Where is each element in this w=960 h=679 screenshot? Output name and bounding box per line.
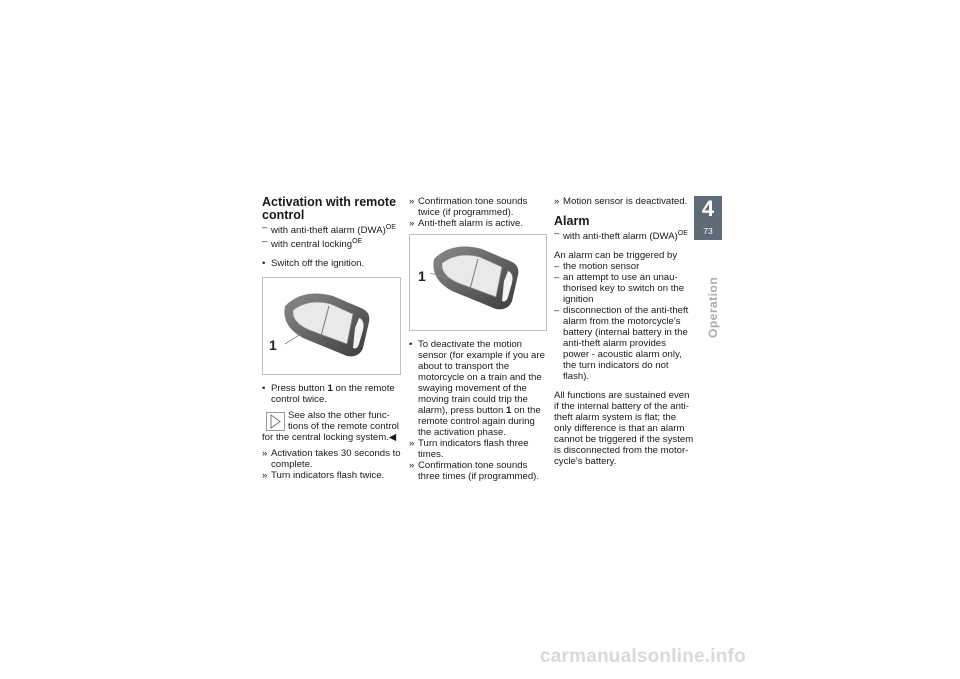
result-tone-twice: » Confirmation tone sounds twice (if programmed). xyxy=(409,196,528,218)
figure-callout-1: 1 xyxy=(269,337,277,353)
reference-arrow-icon xyxy=(266,412,285,431)
alarm-paragraph: All functions are sustained even if the internal battery of the anti-theft alarm system is flat; the only difference is that an alarm cannot be triggered if the system is disconnected from the motor-cycle's battery. xyxy=(554,390,694,467)
step-deactivate-motion-sensor: • To deactivate the motion sensor (for example if you are about to transport the motorcycle on a train and the swaying movement of the moving train could trip the alarm), press button 1 on the remote control again during the activation phase. xyxy=(409,339,545,438)
note-line-3: for the central locking system.◀ xyxy=(262,432,397,443)
remote-control-key-icon xyxy=(263,278,400,374)
column-1 xyxy=(262,196,402,481)
requirement-central-locking: – with central locking$^{OE}$ xyxy=(262,236,363,250)
result-flash-twice: » Turn indicators flash twice. xyxy=(262,470,385,481)
result-30-seconds: » Activation takes 30 seconds to complete. xyxy=(262,448,401,470)
section-title: Operation xyxy=(706,276,720,338)
result-flash-three: » Turn indicators flash three times. xyxy=(409,438,529,460)
alarm-intro: An alarm can be triggered by xyxy=(554,250,678,261)
heading-activation: Activation with remote control xyxy=(262,195,397,222)
watermark: carmanualsonline.info xyxy=(540,646,746,667)
trigger-unauthorised-key: – an attempt to use an unau-thorised key to switch on the ignition xyxy=(554,272,685,305)
heading-alarm: Alarm xyxy=(554,214,590,228)
requirement-dwa: – with anti-theft alarm (DWA)$^{OE}$ xyxy=(262,222,396,236)
page-number: 73 xyxy=(703,226,713,236)
note-line-1: See also the other func- xyxy=(288,410,390,421)
result-motion-sensor-off: » Motion sensor is deactivated. xyxy=(554,196,688,207)
step-switch-off: • Switch off the ignition. xyxy=(262,258,365,269)
note-line-2: tions of the remote control xyxy=(288,421,399,432)
trigger-motion-sensor: – the motion sensor xyxy=(554,261,640,272)
note-central-locking xyxy=(262,410,402,443)
column-3 xyxy=(554,196,694,467)
remote-control-figure-2 xyxy=(409,234,547,331)
column-2 xyxy=(409,196,549,482)
chapter-number: 4 xyxy=(701,196,715,221)
remote-control-figure xyxy=(262,277,401,375)
result-tone-three: » Confirmation tone sounds three times (if programmed). xyxy=(409,460,540,482)
remote-control-key-icon xyxy=(410,235,546,330)
step-press-button: • Press button 1 on the remote control twice. xyxy=(262,383,395,405)
result-alarm-active: » Anti-theft alarm is active. xyxy=(409,218,524,229)
trigger-disconnection: – disconnection of the anti-theft alarm from the motorcycle's battery (internal battery in the anti-theft alarm provides power - acoustic alarm only, the turn indicators do not flash). xyxy=(554,305,689,382)
figure-callout-1: 1 xyxy=(418,268,426,284)
chapter-tab xyxy=(694,196,722,240)
requirement-dwa: – with anti-theft alarm (DWA)$^{OE}$ xyxy=(554,228,688,242)
